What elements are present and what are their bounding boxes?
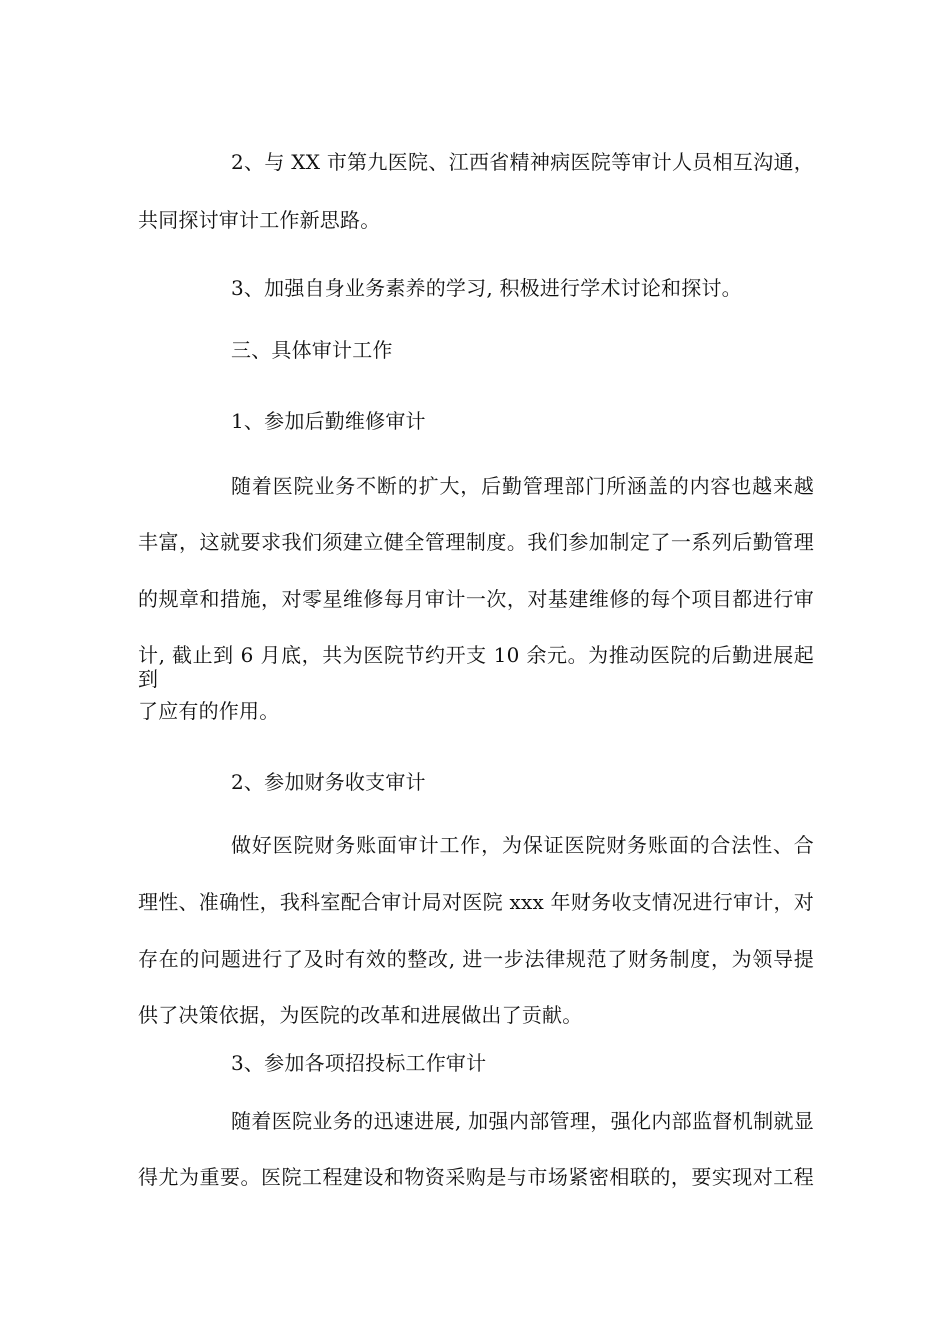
subsection-heading: 1、参加后勤维修审计: [231, 409, 426, 433]
text-line: 做好医院财务账面审计工作，为保证医院财务账面的合法性、合: [231, 833, 814, 857]
text-line: 了应有的作用。: [138, 699, 280, 723]
text-line: 供了决策依据，为医院的改革和进展做出了贡献。: [138, 1003, 583, 1027]
text-line: 理性、准确性，我科室配合审计局对医院 xxx 年财务收支情况进行审计，对: [138, 890, 814, 914]
text-line: 共同探讨审计工作新思路。: [138, 208, 381, 232]
text-line: 存在的问题进行了及时有效的整改, 进一步法律规范了财务制度，为领导提: [138, 947, 814, 971]
subsection-heading: 2、参加财务收支审计: [231, 770, 426, 794]
text-line: 得尤为重要。医院工程建设和物资采购是与市场紧密相联的，要实现对工程: [138, 1165, 814, 1189]
text-line: 计, 截止到 6 月底，共为医院节约开支 10 余元。为推动医院的后勤进展起到: [138, 643, 814, 691]
text-line: 的规章和措施，对零星维修每月审计一次，对基建维修的每个项目都进行审: [138, 587, 814, 611]
subsection-heading: 3、参加各项招投标工作审计: [231, 1051, 487, 1075]
text-line: 2、与 XX 市第九医院、江西省精神病医院等审计人员相互沟通，: [231, 150, 814, 174]
text-line: 3、加强自身业务素养的学习, 积极进行学术讨论和探讨。: [231, 276, 742, 300]
section-heading: 三、具体审计工作: [231, 338, 393, 362]
text-line: 随着医院业务的迅速进展, 加强内部管理，强化内部监督机制就显: [231, 1109, 814, 1133]
text-line: 随着医院业务不断的扩大，后勤管理部门所涵盖的内容也越来越: [231, 474, 814, 498]
text-line: 丰富，这就要求我们须建立健全管理制度。我们参加制定了一系列后勤管理: [138, 530, 814, 554]
